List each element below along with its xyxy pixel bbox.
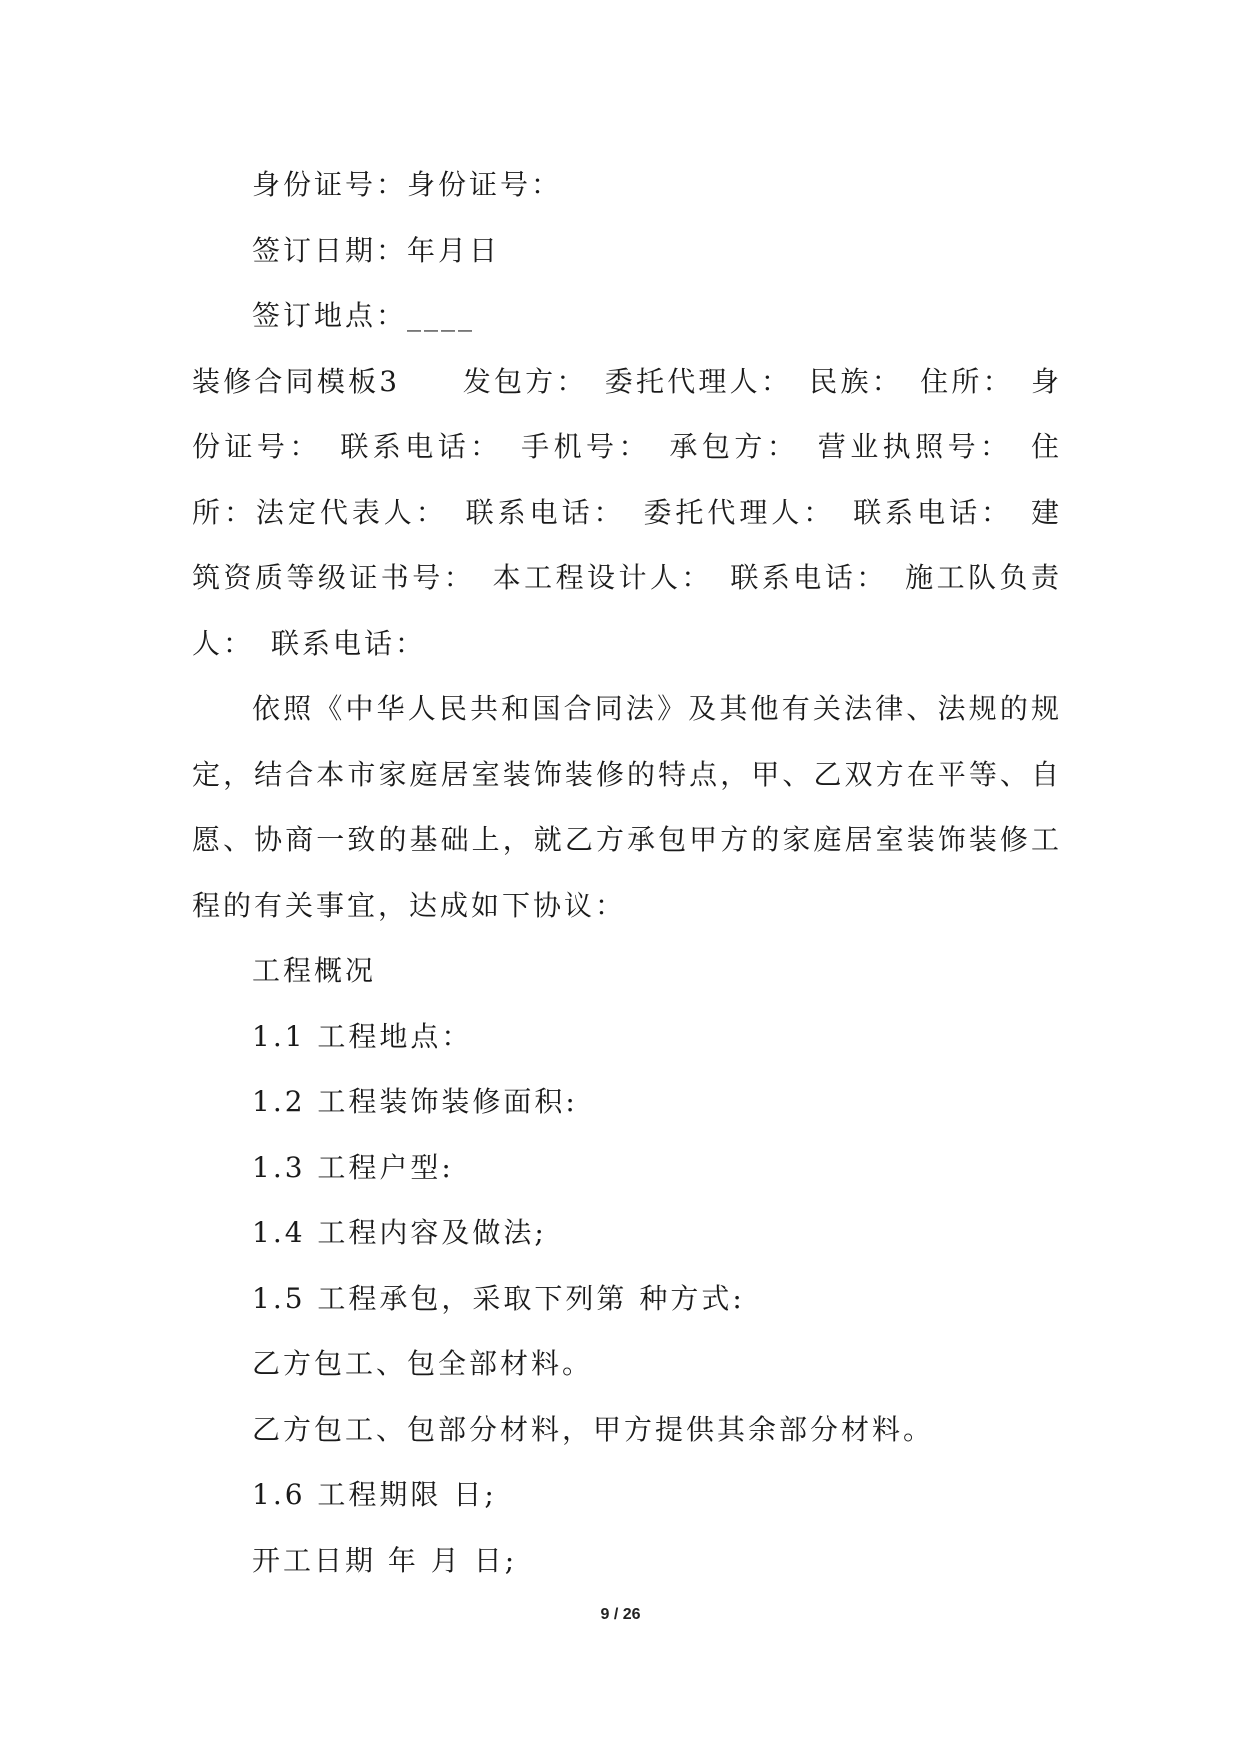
clause-1-1: 1.1 工程地点：: [252, 1019, 473, 1053]
clause-1-2: 1.2 工程装饰装修面积:: [252, 1085, 578, 1118]
preamble-paragraph: 依照《中华人民共和国合同法》及其他有关法律、法规的规定，结合本市家庭居室装饰装修的特点，甲、乙双方在平等、自愿、协商一致的基础上，就乙方承包甲方的家庭居室装饰装修工程的有关事宜，达成如下协议：: [192, 692, 1062, 922]
clause-1-6: 1.6 工程期限 日;: [252, 1478, 497, 1511]
option-partial-materials: 乙方包工、包部分材料，甲方提供其余部分材料。: [252, 1412, 935, 1446]
contract-parties-paragraph: 装修合同模板3 发包方： 委托代理人： 民族： 住所： 身份证号： 联系电话： 手机号： 承包方： 营业执照号： 住所：法定代表人： 联系电话： 委托代理人： 联系电话： 建筑资质等级证书号： 本工程设计人： 联系电话： 施工队负责人： 联系电话：: [192, 364, 1062, 660]
id-number-line: 身份证号：身份证号：: [252, 168, 563, 201]
clause-1-5: 1.5 工程承包，采取下列第 种方式:: [252, 1281, 745, 1315]
signing-date-line: 签订日期：年月日: [252, 233, 501, 267]
document-body: [192, 152, 1062, 1593]
clause-1-3: 1.3 工程户型:: [252, 1150, 454, 1184]
section-heading: 工程概况: [252, 954, 377, 987]
clause-1-4: 1.4 工程内容及做法;: [252, 1216, 547, 1249]
signing-place-line: 签订地点：____: [252, 299, 476, 332]
start-date-line: 开工日期 年 月 日;: [252, 1543, 518, 1577]
page-number: 9 / 26: [600, 1606, 641, 1623]
option-full-materials: 乙方包工、包全部材料。: [252, 1347, 594, 1380]
